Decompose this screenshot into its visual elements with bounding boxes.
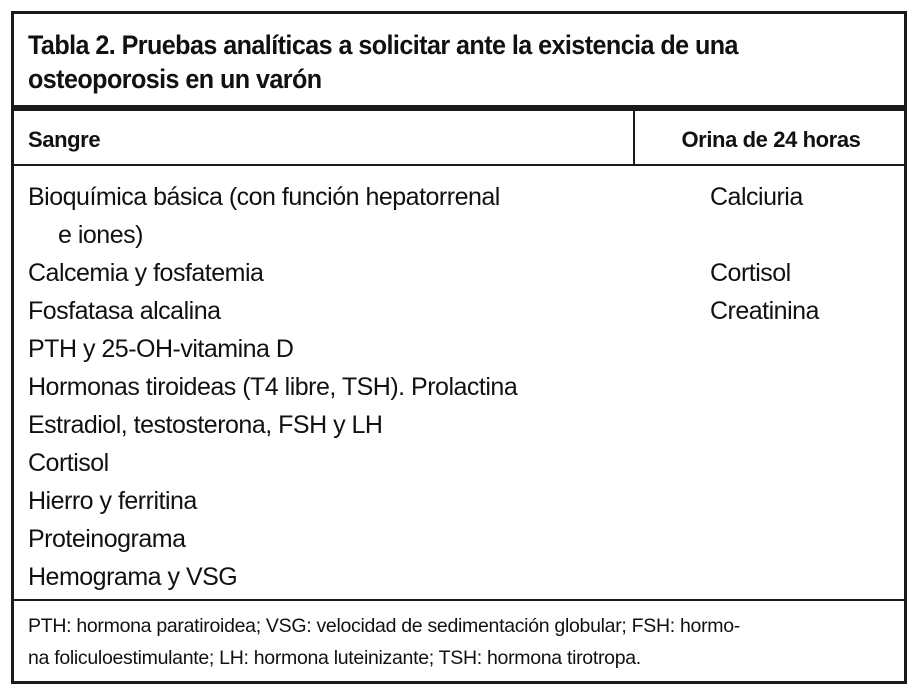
list-item: Fosfatasa alcalina [28,297,221,325]
column-header-blood: Sangre [28,127,101,152]
table-footnote [28,610,888,674]
list-item: Cortisol [710,259,791,287]
list-spacer [710,216,819,254]
blood-tests-list [28,178,628,596]
blood-test-1-line-2: e iones) [58,221,143,249]
footer-rule [14,599,904,601]
list-item: Hormonas tiroideas (T4 libre, TSH). Prolactina [28,373,518,401]
table-title [28,28,828,96]
list-item: Cortisol [28,449,109,477]
list-item [28,178,628,254]
urine-tests-list [710,178,819,330]
column-header-urine: Orina de 24 horas [681,127,861,152]
title-line-2: osteoporosis en un varón [28,64,322,94]
list-item: Calciuria [710,183,803,211]
title-rule [14,105,904,111]
list-item: Hierro y ferritina [28,487,197,515]
list-item: PTH y 25-OH-vitamina D [28,335,294,363]
footnote-line-1: PTH: hormona paratiroidea; VSG: velocidad de sedimentación globular; FSH: hormo- [28,615,740,637]
list-item: Proteinograma [28,525,186,553]
column-divider [633,111,635,166]
header-rule [14,164,904,166]
list-item: Hemograma y VSG [28,563,238,591]
footnote-line-2: na foliculoestimulante; LH: hormona luteinizante; TSH: hormona tirotropa. [28,647,641,669]
title-line-1: Tabla 2. Pruebas analíticas a solicitar ante la existencia de una [28,30,738,60]
list-item: Estradiol, testosterona, FSH y LH [28,411,383,439]
table-frame [11,11,907,684]
list-item: Creatinina [710,297,819,325]
blood-test-1-line-1: Bioquímica básica (con función hepatorrenal [28,183,500,211]
list-item: Calcemia y fosfatemia [28,259,264,287]
